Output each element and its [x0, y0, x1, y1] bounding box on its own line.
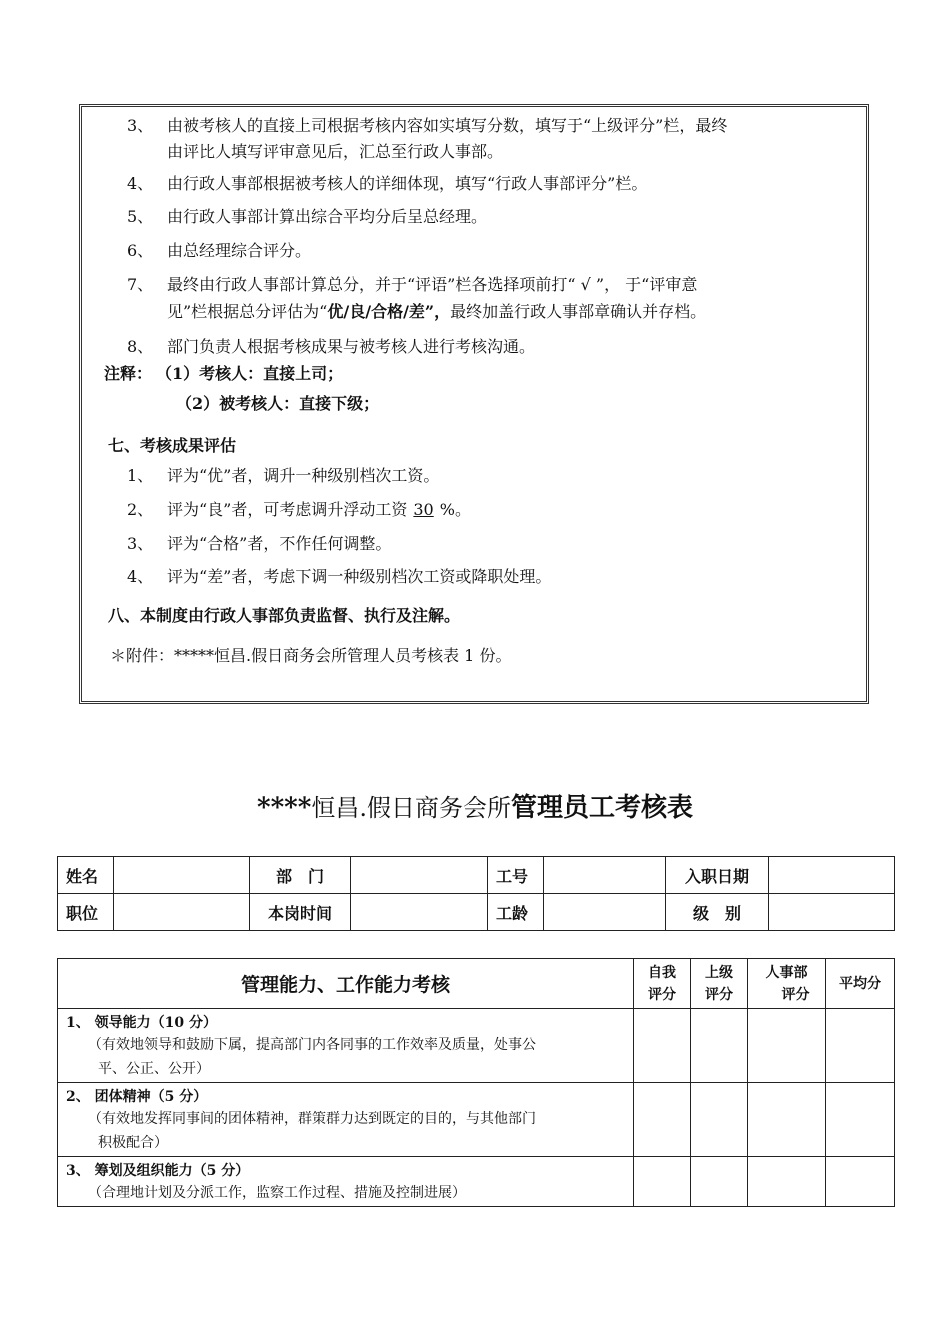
rule-number: 7、 [127, 275, 154, 294]
col-label: 人事部 [765, 964, 808, 981]
tenure-value[interactable] [351, 894, 488, 931]
eval-number: 3、 [127, 534, 154, 553]
rule-text-part: 最终加盖行政人事部章确认并存档。 [450, 302, 707, 321]
criterion-title: 1、 领导能力（10 分） [66, 1015, 217, 1031]
eval-text: 评为“优”者，调升一种级别档次工资。 [167, 466, 440, 485]
col-label: 上级 [705, 964, 733, 981]
table-row [58, 1009, 895, 1083]
level-value[interactable] [769, 894, 895, 931]
hire-date-value[interactable] [769, 857, 895, 894]
criterion-desc: （合理地计划及分派工作，监察工作过程、措施及控制进展） [88, 1185, 466, 1201]
table-row [58, 1157, 895, 1207]
section-heading: 八、本制度由行政人事部负责监督、执行及注解。 [108, 606, 461, 625]
eval-number: 2、 [127, 500, 154, 519]
self-score-cell[interactable] [634, 1083, 691, 1157]
average-cell[interactable] [826, 1009, 895, 1083]
rule-text: 由总经理综合评分。 [167, 241, 312, 260]
col-label: 评分 [781, 986, 810, 1003]
self-score-cell[interactable] [634, 1009, 691, 1083]
hr-score-cell[interactable] [748, 1157, 826, 1207]
dept-label: 部 门 [250, 857, 351, 894]
criterion-desc: （有效地发挥同事间的团体精神，群策群力达到既定的目的，与其他部门 [88, 1111, 536, 1127]
average-cell[interactable] [826, 1083, 895, 1157]
name-label: 姓名 [58, 857, 114, 894]
rule-number: 8、 [127, 337, 154, 356]
eval-text [167, 500, 471, 520]
ability-eval-table [57, 958, 895, 1207]
hire-date-label: 入职日期 [666, 857, 769, 894]
criterion-title: 3、 筹划及组织能力（5 分） [66, 1163, 250, 1179]
rule-text: 最终由行政人事部计算总分，并于“评语”栏各选择项前打“ √ ”， 于“评审意 [167, 275, 698, 294]
form-title [0, 792, 950, 824]
name-value[interactable] [114, 857, 250, 894]
criterion-cell [58, 1157, 634, 1207]
criterion-desc: （有效地领导和鼓励下属，提高部门内各同事的工作效率及质量，处事公 [88, 1037, 536, 1053]
dept-value[interactable] [351, 857, 488, 894]
supervisor-score-cell[interactable] [691, 1157, 748, 1207]
self-score-cell[interactable] [634, 1157, 691, 1207]
rating-options: 优/良/合格/差”， [327, 302, 451, 321]
employee-info-table [57, 856, 895, 931]
seniority-value[interactable] [544, 894, 666, 931]
eval-number: 1、 [127, 466, 154, 485]
rule-text [167, 302, 706, 322]
note-item: （2）被考核人：直接下级； [176, 394, 380, 413]
criterion-desc: 积极配合） [98, 1135, 168, 1151]
average-cell[interactable] [826, 1157, 895, 1207]
raise-percent: 30 [413, 500, 434, 519]
notes-label: 注释： [104, 364, 153, 383]
col-supervisor-score [691, 959, 748, 1009]
criterion-cell [58, 1083, 634, 1157]
col-average: 平均分 [826, 959, 895, 1009]
emp-no-label: 工号 [488, 857, 544, 894]
col-self-score [634, 959, 691, 1009]
eval-header: 管理能力、工作能力考核 [58, 959, 634, 1009]
rule-text: 由行政人事部计算出综合平均分后呈总经理。 [167, 207, 488, 226]
eval-number: 4、 [127, 567, 154, 586]
emp-no-value[interactable] [544, 857, 666, 894]
eval-text: 评为“合格”者，不作任何调整。 [167, 534, 392, 553]
criterion-cell [58, 1009, 634, 1083]
supervisor-score-cell[interactable] [691, 1083, 748, 1157]
eval-text: 评为“差”者，考虑下调一种级别档次工资或降职处理。 [167, 567, 552, 586]
rule-text: 由被考核人的直接上司根据考核内容如实填写分数，填写于“上级评分”栏，最终 [167, 116, 728, 135]
rule-number: 6、 [127, 241, 154, 260]
rule-text: 部门负责人根据考核成果与被考核人进行考核沟通。 [167, 337, 536, 356]
col-label: 自我 [648, 964, 676, 981]
supervisor-score-cell[interactable] [691, 1009, 748, 1083]
rule-text: 由评比人填写评审意见后，汇总至行政人事部。 [167, 142, 504, 161]
tenure-label: 本岗时间 [250, 894, 351, 931]
hr-score-cell[interactable] [748, 1009, 826, 1083]
table-row [58, 1083, 895, 1157]
position-label: 职位 [58, 894, 114, 931]
hr-score-cell[interactable] [748, 1083, 826, 1157]
eval-text-part: 评为“良”者，可考虑调升浮动工资 [167, 500, 408, 519]
rule-text-part: 见”栏根据总分评估为“ [167, 302, 328, 321]
seniority-label: 工龄 [488, 894, 544, 931]
criterion-title: 2、 团体精神（5 分） [66, 1089, 208, 1105]
col-label: 评分 [648, 986, 676, 1003]
title-name: 恒昌.假日商务会所 [311, 794, 511, 822]
section-heading: 七、考核成果评估 [108, 436, 237, 455]
attachment-note: ＊附件：*****恒昌.假日商务会所管理人员考核表 1 份。 [110, 646, 512, 665]
col-hr-score [748, 959, 826, 1009]
criterion-desc: 平、公正、公开） [98, 1061, 210, 1077]
note-item: （1）考核人：直接上司； [156, 364, 344, 383]
level-label: 级 别 [666, 894, 769, 931]
col-label: 评分 [705, 986, 733, 1003]
title-suffix: 管理员工考核表 [511, 793, 694, 823]
rule-number: 5、 [127, 207, 154, 226]
title-prefix: **** [256, 793, 312, 823]
eval-text-part: %。 [439, 500, 471, 519]
position-value[interactable] [114, 894, 250, 931]
rule-number: 4、 [127, 174, 154, 193]
rule-number: 3、 [127, 116, 154, 135]
rule-text: 由行政人事部根据被考核人的详细体现，填写“行政人事部评分”栏。 [167, 174, 648, 193]
